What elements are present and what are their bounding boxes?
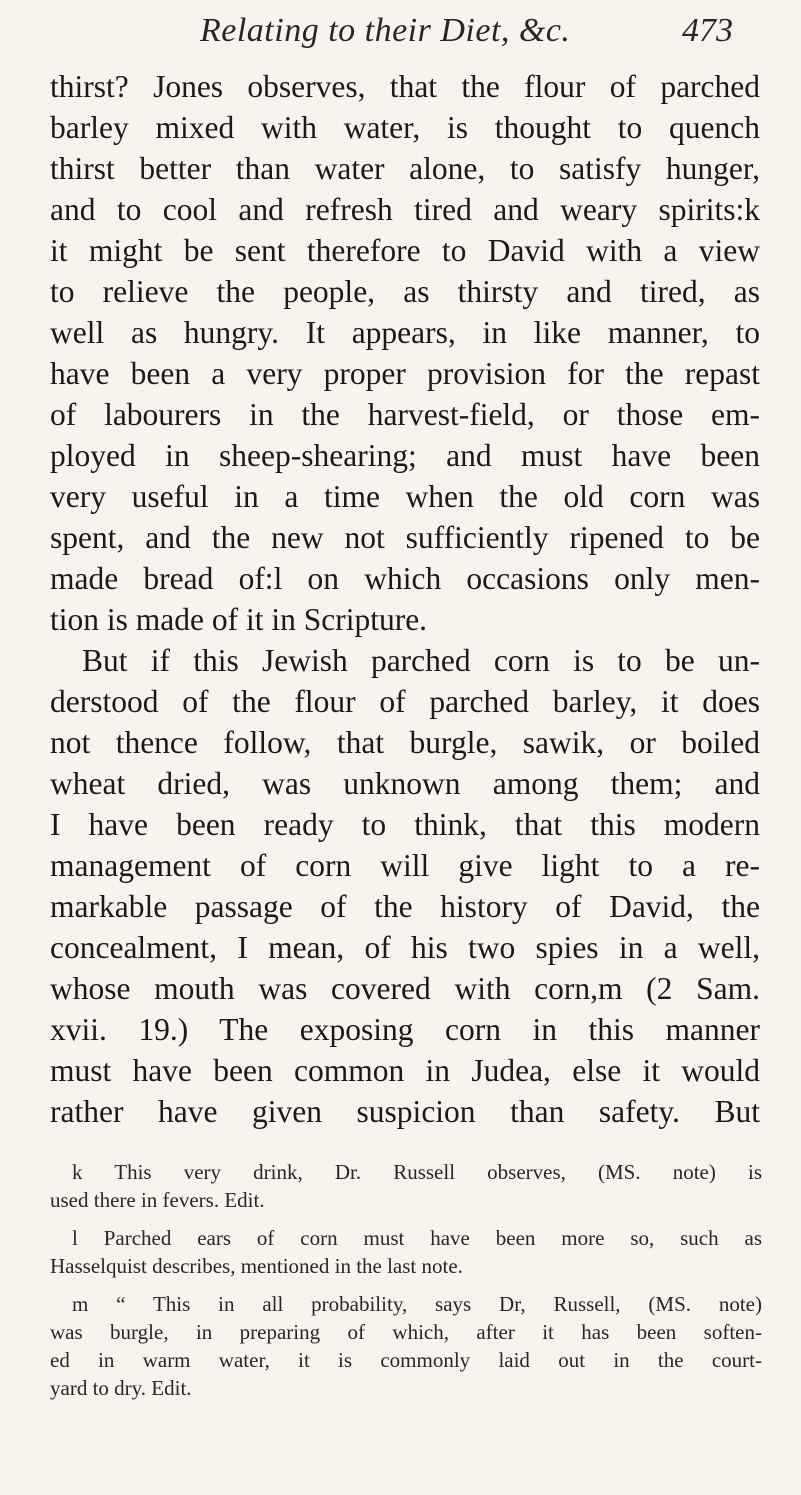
- text-line: ployed in sheep-shearing; and must have been: [50, 438, 760, 473]
- text-line: of labourers in the harvest-field, or those em-: [50, 397, 760, 432]
- text-line: tion is made of it in Scripture.: [50, 602, 428, 637]
- text-line: have been a very proper provision for the repast: [50, 356, 760, 391]
- running-title: Relating to their Diet, &c.: [200, 12, 571, 49]
- footnote-l: [50, 1224, 762, 1280]
- footnote-m: [50, 1290, 762, 1402]
- text-line: management of corn will give light to a re-: [50, 848, 760, 883]
- text-line: not thence follow, that burgle, sawik, or boiled: [50, 725, 760, 760]
- footnote-line: l Parched ears of corn must have been more so, such as: [72, 1226, 762, 1250]
- footnote-line: k This very drink, Dr. Russell observes, (MS. note) is: [72, 1160, 762, 1184]
- footnote-line: m “ This in all probability, says Dr, Russell, (MS. note): [72, 1292, 762, 1316]
- paragraph-start-line: But if this Jewish parched corn is to be un-: [82, 643, 760, 678]
- main-text: [50, 66, 760, 1132]
- text-line: rather have given suspicion than safety. But: [50, 1094, 760, 1129]
- text-line: well as hungry. It appears, in like manner, to: [50, 315, 760, 350]
- footnote-line: ed in warm water, it is commonly laid out in the court-: [50, 1348, 762, 1372]
- footnote-line: yard to dry. Edit.: [50, 1376, 192, 1400]
- text-line: wheat dried, was unknown among them; and: [50, 766, 760, 801]
- text-line: xvii. 19.) The exposing corn in this manner: [50, 1012, 760, 1047]
- text-line: I have been ready to think, that this modern: [50, 807, 760, 842]
- text-line: and to cool and refresh tired and weary spirits:k: [50, 192, 760, 227]
- text-line: thirst? Jones observes, that the flour of parched: [50, 69, 760, 104]
- text-line: to relieve the people, as thirsty and tired, as: [50, 274, 760, 309]
- text-line: markable passage of the history of David, the: [50, 889, 760, 924]
- footnote-line: Hasselquist describes, mentioned in the last note.: [50, 1254, 463, 1278]
- text-line: whose mouth was covered with corn,m (2 Sam.: [50, 971, 760, 1006]
- page-number: 473: [682, 12, 733, 49]
- running-head: [0, 12, 801, 52]
- footnote-line: used there in fevers. Edit.: [50, 1188, 265, 1212]
- text-line: concealment, I mean, of his two spies in a well,: [50, 930, 760, 965]
- text-line: spent, and the new not sufficiently ripened to be: [50, 520, 760, 555]
- text-line: thirst better than water alone, to satisfy hunger,: [50, 151, 760, 186]
- footnotes: [50, 1158, 762, 1402]
- footnote-line: was burgle, in preparing of which, after it has been soften-: [50, 1320, 762, 1344]
- text-line: it might be sent therefore to David with a view: [50, 233, 760, 268]
- text-line: made bread of:l on which occasions only men-: [50, 561, 760, 596]
- text-line: barley mixed with water, is thought to quench: [50, 110, 760, 145]
- footnote-k: [50, 1158, 762, 1214]
- text-line: must have been common in Judea, else it would: [50, 1053, 760, 1088]
- text-line: derstood of the flour of parched barley, it does: [50, 684, 760, 719]
- text-line: very useful in a time when the old corn was: [50, 479, 760, 514]
